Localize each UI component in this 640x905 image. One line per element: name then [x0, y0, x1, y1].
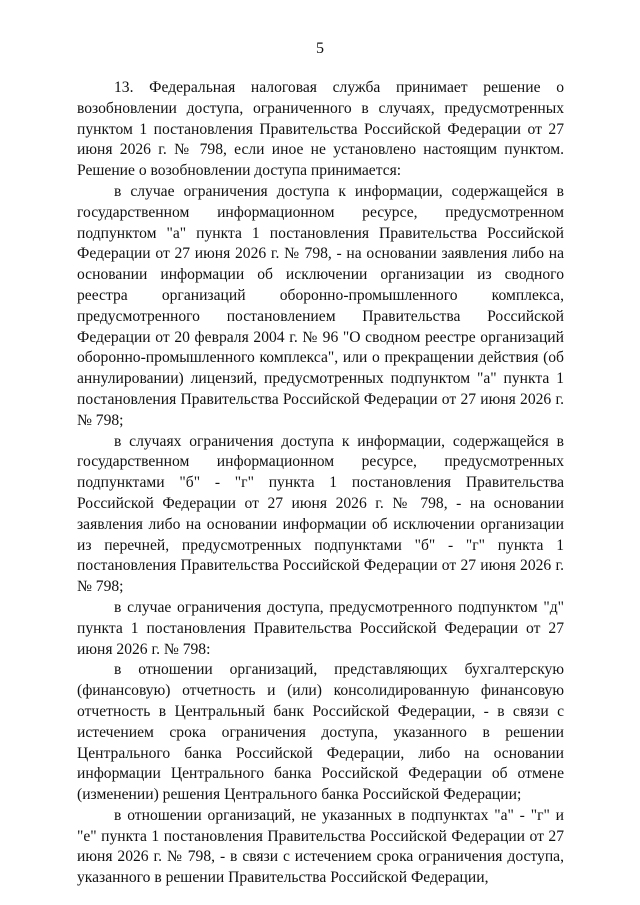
document-body: [77, 78, 564, 889]
paragraph-subitem-a: в случае ограничения доступа к информации, содержащейся в государственном информационном ресурсе, предусмотренном подпунктом "а" пункта 1 постановления Правительства Российской Федерации от 27 июня 2026 г. № 798, - на основании заявления либо на основании информации об исключении организации из сводного реестра организаций оборонно-промышленного комплекса, предусмотренного постановлением Правительства Российской Федерации от 20 февраля 2004 г. № 96 "О сводном реестре организаций оборонно-промышленного комплекса", или о прекращении действия (об аннулировании) лицензий, предусмотренных подпунктом "а" пункта 1 постановления Правительства Российской Федерации от 27 июня 2026 г. № 798;: [77, 182, 564, 429]
paragraph-subitems-b-g: в случаях ограничения доступа к информации, содержащейся в государственном информационном ресурсе, предусмотренных подпунктами "б" - "г" пункта 1 постановления Правительства Российской Федерации от 27 июня 2026 г. № 798, - на основании заявления либо на основании информации об исключении организации из перечней, предусмотренных подпунктами "б" - "г" пункта 1 постановления Правительства Российской Федерации от 27 июня 2026 г. № 798;: [77, 432, 564, 596]
paragraph-other-organizations: в отношении организаций, не указанных в подпунктах "а" - "г" и "е" пункта 1 постановления Правительства Российской Федерации от 27 июня 2026 г. № 798, - в связи с истечением срока ограничения доступа, указанного в решении Правительства Российской Федерации,: [77, 806, 564, 887]
paragraph-item-13-intro: 13. Федеральная налоговая служба принимает решение о возобновлении доступа, ограниченного в случаях, предусмотренных пунктом 1 постановления Правительства Российской Федерации от 27 июня 2026 г. № 798, если иное не установлено настоящим пунктом. Решение о возобновлении доступа принимается:: [77, 79, 564, 180]
paragraph-central-bank: в отношении организаций, представляющих бухгалтерскую (финансовую) отчетность и (или) консолидированную финансовую отчетность в Центральный банк Российской Федерации, - в связи с истечением срока ограничения доступа, указанного в решении Центрального банка Российской Федерации, либо на основании информации Центрального банка Российской Федерации об отмене (изменении) решения Центрального банка Российской Федерации;: [77, 661, 564, 804]
paragraph-subitem-d: в случае ограничения доступа, предусмотренного подпунктом "д" пункта 1 постановления Правительства Российской Федерации от 27 июня 2026 г. № 798:: [77, 598, 564, 658]
page-number: 5: [316, 40, 324, 57]
